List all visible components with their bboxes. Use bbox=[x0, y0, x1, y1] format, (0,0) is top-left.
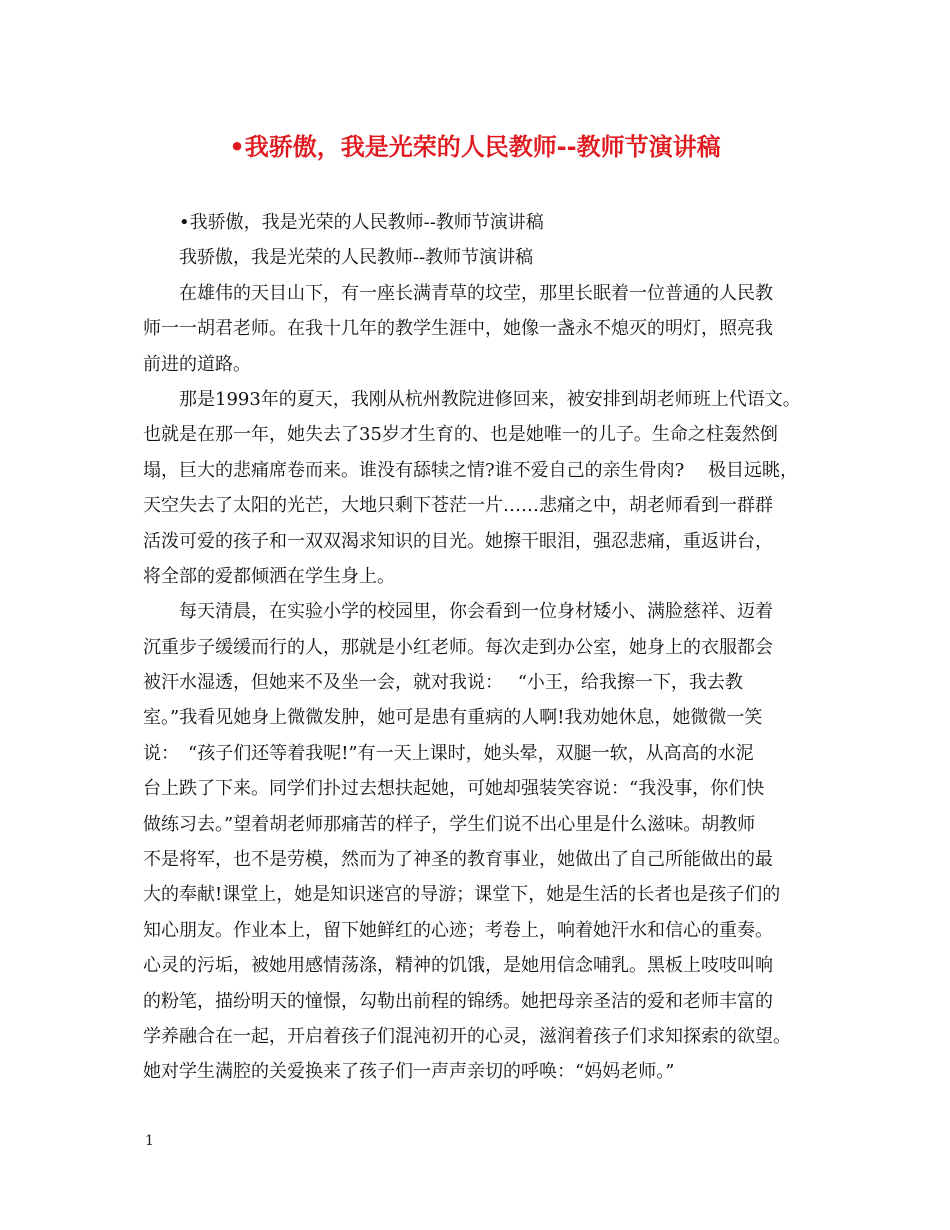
text-line: 大的奉献!课堂上，她是知识迷宫的导游；课堂下，她是生活的长者也是孩子们的 bbox=[143, 884, 781, 906]
text-line: 被汗水湿透，但她来不及坐一会，就对我说： “小王，给我擦一下，我去教 bbox=[143, 672, 743, 694]
text-line: •我骄傲，我是光荣的人民教师--教师节演讲稿 bbox=[179, 212, 544, 233]
text-line: 知心朋友。作业本上，留下她鲜红的心迹；考卷上，响着她汗水和信心的重奏。 bbox=[143, 919, 773, 941]
text-line: 塌，巨大的悲痛席卷而来。谁没有舔犊之情?谁不爱自己的亲生骨肉? 极目远眺， bbox=[143, 459, 799, 481]
text-line: 将全部的爱都倾洒在学生身上。 bbox=[143, 565, 395, 587]
text-line: 的粉笔，描纷明天的憧憬，勾勒出前程的锦绣。她把母亲圣洁的爱和老师丰富的 bbox=[143, 990, 773, 1012]
text-line: 台上跌了下来。同学们扑过去想扶起她，可她却强装笑容说：“我没事，你们快 bbox=[143, 778, 765, 800]
text-line: 说： “孩子们还等着我呢!”有一天上课时，她头晕，双腿一软，从高高的水泥 bbox=[143, 742, 754, 764]
text-line: 室。”我看见她身上微微发肿，她可是患有重病的人啊!我劝她休息，她微微一笑 bbox=[143, 707, 763, 729]
page-number: 1 bbox=[145, 1133, 154, 1149]
text-line: 每天清晨，在实验小学的校园里，你会看到一位身材矮小、满脸慈祥、迈着 bbox=[179, 601, 773, 623]
text-line: 天空失去了太阳的光芒，大地只剩下苍茫一片……悲痛之中，胡老师看到一群群 bbox=[143, 495, 773, 517]
text-line: 做练习去。”望着胡老师那痛苦的样子，学生们说不出心里是什么滋味。胡教师 bbox=[143, 813, 756, 835]
text-line: 那是1993年的夏天，我刚从杭州教院进修回来，被安排到胡老师班上代语文。 bbox=[179, 388, 801, 410]
text-line: 也就是在那一年，她失去了35岁才生育的、也是她唯一的儿子。生命之柱轰然倒 bbox=[143, 424, 778, 446]
text-line: 在雄伟的天目山下，有一座长满青草的坟茔，那里长眠着一位普通的人民教 bbox=[179, 282, 773, 304]
text-line: 心灵的污垢，被她用感情荡涤，精神的饥饿，是她用信念哺乳。黑板上吱吱叫响 bbox=[143, 955, 773, 977]
text-line: 前进的道路。 bbox=[143, 353, 251, 375]
document-title: •我骄傲，我是光荣的人民教师--教师节演讲稿 bbox=[229, 133, 721, 161]
text-line: 学养融合在一起，开启着孩子们混沌初开的心灵，滋润着孩子们求知探索的欲望。 bbox=[143, 1025, 791, 1047]
document-body bbox=[143, 205, 823, 1090]
text-line: 她对学生满腔的关爱换来了孩子们一声声亲切的呼唤：“妈妈老师。” bbox=[143, 1061, 675, 1083]
text-line: 活泼可爱的孩子和一双双渴求知识的目光。她擦干眼泪，强忍悲痛，重返讲台， bbox=[143, 530, 773, 552]
text-line: 我骄傲，我是光荣的人民教师--教师节演讲稿 bbox=[179, 247, 534, 269]
text-line: 沉重步子缓缓而行的人，那就是小红老师。每次走到办公室，她身上的衣服都会 bbox=[143, 636, 773, 658]
text-line: 不是将军，也不是劳模，然而为了神圣的教育事业，她做出了自己所能做出的最 bbox=[143, 849, 773, 871]
text-line: 师一一胡君老师。在我十几年的教学生涯中，她像一盏永不熄灭的明灯，照亮我 bbox=[143, 318, 773, 340]
